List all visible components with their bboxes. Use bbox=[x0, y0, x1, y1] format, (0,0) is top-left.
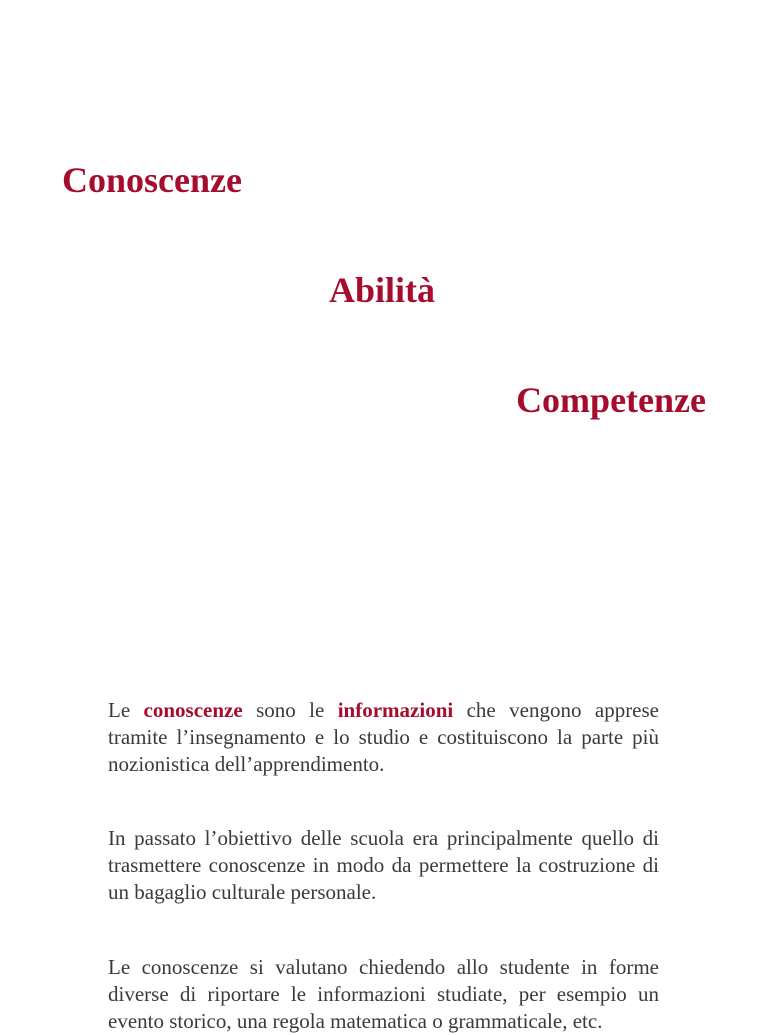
paragraph-text: che vengono apprese tramite l’insegnamento e lo studio e costituiscono la parte più nozionistica dell’apprendimento. bbox=[108, 698, 660, 776]
paragraph-history: In passato l’obiettivo delle scuola era principalmente quello di trasmettere conoscenze in modo da permettere la costruzione di un bagaglio culturale personale. bbox=[108, 826, 659, 904]
paragraph-text: Le bbox=[108, 698, 144, 722]
paragraph-text: sono le bbox=[242, 698, 338, 722]
paragraph-definition bbox=[108, 697, 659, 778]
keyword-informazioni: informazioni bbox=[337, 698, 454, 722]
paragraph-evaluation: Le conoscenze si valutano chiedendo allo studente in forme diverse di riportare le informazioni studiate, per esempio un evento storico, una regola matematica o grammaticale, etc. bbox=[108, 955, 659, 1033]
keyword-conoscenze: conoscenze bbox=[143, 698, 243, 722]
heading-competenze: Competenze bbox=[516, 380, 706, 420]
heading-abilita: Abilità bbox=[329, 270, 436, 310]
heading-conoscenze: Conoscenze bbox=[62, 160, 242, 200]
